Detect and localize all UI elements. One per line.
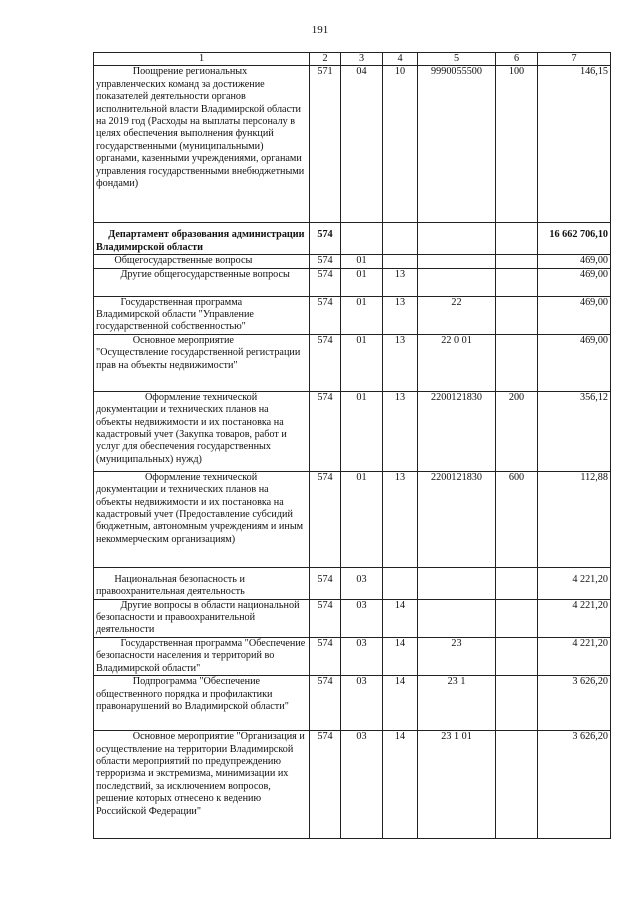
- expense-type-code-cell: [496, 268, 538, 296]
- row-name-cell: [94, 334, 310, 391]
- amount-cell: 4 221,20: [538, 567, 611, 599]
- row-name: Другие вопросы в области национальной безопасности и правоохранительной деятельности: [96, 599, 300, 636]
- amount-cell: 469,00: [538, 296, 611, 334]
- section-code-cell: 01: [341, 268, 383, 296]
- ministry-code-cell: 574: [310, 567, 341, 599]
- expense-type-code-cell: [496, 599, 538, 637]
- expense-type-code-cell: [496, 567, 538, 599]
- table-row: [94, 223, 611, 255]
- row-name: Основное мероприятие "Организация и осуществление на территории Владимирской области мероприятий по предупреждению терроризма и экстремизма, минимизации их последствий, за исключением вопросов, решение которых отнесено к ведению Российской Федерации": [96, 731, 305, 817]
- amount-cell: 4 221,20: [538, 637, 611, 675]
- expense-type-code-cell: [496, 255, 538, 268]
- section-code-cell: 01: [341, 296, 383, 334]
- subsection-code-cell: 13: [383, 471, 418, 567]
- table-row: [94, 676, 611, 731]
- row-name: Поощрение региональных управленческих команд за достижение показателей деятельности органов исполнительной власти Владимирской области на 2019 год (Расходы на выплаты персоналу в целях обеспечения выполнения функций государственными (муниципальными) органами, казенными учреждениями, органами управления государственными внебюджетными фондами): [96, 66, 305, 190]
- target-article-code-cell: 23: [418, 637, 496, 675]
- row-name: Подпрограмма "Обеспечение общественного порядка и профилактики правонарушений во Владимирской области": [96, 676, 289, 712]
- subsection-code-cell: 13: [383, 334, 418, 391]
- target-article-code-cell: [418, 268, 496, 296]
- row-name-cell: [94, 637, 310, 675]
- subsection-code-cell: [383, 255, 418, 268]
- row-name-cell: [94, 599, 310, 637]
- page-number: 191: [311, 24, 329, 36]
- row-name: Государственная программа "Обеспечение безопасности населения и территорий во Владимирской области": [96, 637, 306, 674]
- expense-type-code-cell: 100: [496, 66, 538, 223]
- target-article-code-cell: 2200121830: [418, 471, 496, 567]
- column-header: 4: [383, 53, 418, 66]
- column-header: 2: [310, 53, 341, 66]
- row-name-cell: [94, 66, 310, 223]
- section-code-cell: 04: [341, 66, 383, 223]
- amount-cell: 4 221,20: [538, 599, 611, 637]
- target-article-code-cell: 9990055500: [418, 66, 496, 223]
- section-code-cell: 03: [341, 567, 383, 599]
- expense-type-code-cell: [496, 731, 538, 839]
- ministry-code-cell: 574: [310, 334, 341, 391]
- expense-type-code-cell: 200: [496, 391, 538, 471]
- row-name: Государственная программа Владимирской области "Управление государственной собственностью": [96, 296, 254, 333]
- row-name: Оформление технической документации и технических планов на объекты недвижимости и их постановка на кадастровый учет (Предоставление субсидий бюджетным, автономным учреждениям и иным некоммерческим организациям): [96, 471, 304, 545]
- table-row: [94, 334, 611, 391]
- target-article-code-cell: [418, 255, 496, 268]
- amount-cell: 112,88: [538, 471, 611, 567]
- ministry-code-cell: 574: [310, 676, 341, 731]
- table-row: [94, 567, 611, 599]
- table-row: [94, 471, 611, 567]
- target-article-code-cell: [418, 223, 496, 255]
- target-article-code-cell: 23 1: [418, 676, 496, 731]
- amount-cell: 3 626,20: [538, 676, 611, 731]
- ministry-code-cell: 574: [310, 731, 341, 839]
- subsection-code-cell: 14: [383, 731, 418, 839]
- target-article-code-cell: 23 1 01: [418, 731, 496, 839]
- row-name-cell: [94, 223, 310, 255]
- subsection-code-cell: 14: [383, 676, 418, 731]
- row-name: Основное мероприятие "Осуществление государственной регистрации прав на объекты недвижимости": [96, 334, 301, 371]
- subsection-code-cell: 14: [383, 637, 418, 675]
- amount-cell: 356,12: [538, 391, 611, 471]
- column-header: 6: [496, 53, 538, 66]
- section-code-cell: 01: [341, 471, 383, 567]
- row-name-cell: [94, 268, 310, 296]
- table-row: [94, 391, 611, 471]
- column-header: 1: [94, 53, 310, 66]
- table-body: [94, 66, 611, 839]
- amount-cell: 3 626,20: [538, 731, 611, 839]
- expense-type-code-cell: [496, 334, 538, 391]
- expense-type-code-cell: [496, 637, 538, 675]
- column-header: 7: [538, 53, 611, 66]
- subsection-code-cell: 10: [383, 66, 418, 223]
- subsection-code-cell: [383, 223, 418, 255]
- ministry-code-cell: 574: [310, 268, 341, 296]
- target-article-code-cell: [418, 599, 496, 637]
- section-code-cell: 03: [341, 599, 383, 637]
- column-header: 5: [418, 53, 496, 66]
- section-code-cell: 03: [341, 676, 383, 731]
- section-code-cell: 03: [341, 731, 383, 839]
- subsection-code-cell: 13: [383, 391, 418, 471]
- section-code-cell: [341, 223, 383, 255]
- table-row: [94, 268, 611, 296]
- table-row: [94, 296, 611, 334]
- row-name-cell: [94, 676, 310, 731]
- column-number-row: [94, 53, 611, 66]
- ministry-code-cell: 574: [310, 391, 341, 471]
- expense-type-code-cell: 600: [496, 471, 538, 567]
- table-row: [94, 255, 611, 268]
- row-name: Общегосударственные вопросы: [114, 255, 253, 267]
- section-code-cell: 01: [341, 255, 383, 268]
- amount-cell: 469,00: [538, 255, 611, 268]
- ministry-code-cell: 574: [310, 223, 341, 255]
- target-article-code-cell: [418, 567, 496, 599]
- row-name: Департамент образования администрации Владимирской области: [96, 229, 305, 253]
- row-name-cell: [94, 567, 310, 599]
- subsection-code-cell: 13: [383, 268, 418, 296]
- target-article-code-cell: 22: [418, 296, 496, 334]
- table-row: [94, 637, 611, 675]
- row-name-cell: [94, 255, 310, 268]
- table-row: [94, 66, 611, 223]
- row-name-cell: [94, 731, 310, 839]
- section-code-cell: 01: [341, 391, 383, 471]
- expense-type-code-cell: [496, 296, 538, 334]
- table-row: [94, 731, 611, 839]
- ministry-code-cell: 574: [310, 599, 341, 637]
- ministry-code-cell: 574: [310, 471, 341, 567]
- ministry-code-cell: 574: [310, 637, 341, 675]
- row-name-cell: [94, 296, 310, 334]
- amount-cell: 469,00: [538, 268, 611, 296]
- section-code-cell: 01: [341, 334, 383, 391]
- budget-table: [93, 52, 611, 839]
- section-code-cell: 03: [341, 637, 383, 675]
- row-name-cell: [94, 391, 310, 471]
- amount-cell: 469,00: [538, 334, 611, 391]
- row-name-cell: [94, 471, 310, 567]
- subsection-code-cell: 14: [383, 599, 418, 637]
- expense-type-code-cell: [496, 223, 538, 255]
- target-article-code-cell: 22 0 01: [418, 334, 496, 391]
- amount-cell: 146,15: [538, 66, 611, 223]
- table-row: [94, 599, 611, 637]
- ministry-code-cell: 571: [310, 66, 341, 223]
- target-article-code-cell: 2200121830: [418, 391, 496, 471]
- ministry-code-cell: 574: [310, 296, 341, 334]
- expense-type-code-cell: [496, 676, 538, 731]
- row-name: Другие общегосударственные вопросы: [120, 268, 290, 280]
- subsection-code-cell: [383, 567, 418, 599]
- subsection-code-cell: 13: [383, 296, 418, 334]
- column-header: 3: [341, 53, 383, 66]
- amount-cell: 16 662 706,10: [538, 223, 611, 255]
- row-name: Оформление технической документации и технических планов на объекты недвижимости и их постановка на кадастровый учет (Закупка товаров, работ и услуг для обеспечения государственных (муниципальных) нужд): [96, 391, 287, 465]
- row-name: Национальная безопасность и правоохранительная деятельность: [96, 573, 245, 598]
- ministry-code-cell: 574: [310, 255, 341, 268]
